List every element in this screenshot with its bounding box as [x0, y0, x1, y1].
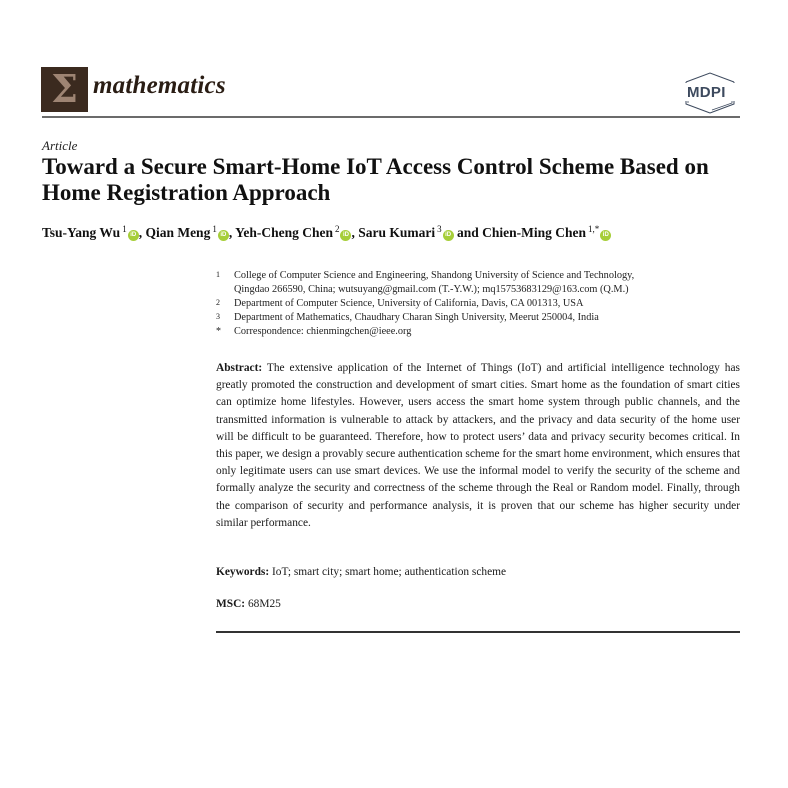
abstract [216, 360, 740, 532]
author-name: Chien-Ming Chen [482, 225, 587, 240]
affiliation-list [216, 269, 736, 339]
keywords [216, 566, 506, 578]
msc-classification [216, 598, 281, 610]
correspondence-item [216, 325, 736, 339]
publisher-logo [682, 72, 740, 114]
orcid-icon[interactable]: iD [340, 230, 351, 241]
journal-logo [41, 67, 88, 112]
affiliation-text: College of Computer Science and Engineering, Shandong University of Science and Technology, [234, 270, 635, 281]
affiliation-mark: 2 [216, 298, 220, 307]
publisher-name: MDPI [687, 84, 726, 101]
affiliation-item [216, 311, 736, 325]
header-divider [42, 116, 740, 118]
author [42, 225, 145, 240]
author-affiliation-mark: 1 [212, 224, 217, 234]
affiliation-item [216, 297, 736, 311]
affiliation-text: Qingdao 266590, China; wutsuyang@gmail.com (T.-Y.W.); mq15753683129@163.com (Q.M.) [234, 284, 629, 295]
orcid-icon[interactable]: iD [443, 230, 454, 241]
article-type: Article [42, 138, 78, 153]
author-affiliation-mark: 3 [437, 224, 442, 234]
affiliation-text: Department of Computer Science, University of California, Davis, CA 001313, USA [234, 298, 584, 309]
author-affiliation-mark: 1 [122, 224, 127, 234]
author [358, 225, 482, 240]
msc-label: MSC: [216, 598, 246, 610]
msc-text: 68M25 [247, 598, 281, 610]
journal-name: mathematics [93, 72, 226, 99]
author-name: Saru Kumari [358, 225, 436, 240]
affiliation-mark: 3 [216, 312, 220, 321]
author-name: Yeh-Cheng Chen [235, 225, 333, 240]
abstract-label: Abstract: [216, 362, 263, 374]
author [235, 225, 358, 240]
abstract-text: The extensive application of the Internet of Things (IoT) and artificial intelligence technology has greatly promoted the construction and development of smart cities. Smart home as the foundation of smart cities can optimize home lifestyles. However, users access the smart home system through public channels, and the transmitted information is vulnerable to attack by attackers, and the privacy and data security of the home user will be difficult to be guaranteed. Therefore, how to protect users’ data and privacy security becomes critical. In this paper, we design a provably secure authentication scheme for the smart home environment, which ensures that only legitimate users can use smart devices. We use the informal model to verify the security of the scheme and formally analyze the security and correctness of the scheme through the Real or Random model. Finally, through the comparison of security and performance analysis, it is proven that our scheme has higher security under similar performance. [216, 362, 740, 529]
affiliation-text: Department of Mathematics, Chaudhary Charan Singh University, Meerut 250004, India [234, 312, 599, 323]
author-affiliation-mark: 2 [334, 224, 340, 234]
author [145, 225, 235, 240]
author-name: Qian Meng [145, 225, 211, 240]
author-name: Tsu-Yang Wu [42, 225, 121, 240]
paper-title: Toward a Secure Smart-Home IoT Access Control Scheme Based on Home Registration Approach [42, 154, 709, 205]
author-separator: , [228, 225, 236, 240]
affiliation-item [216, 269, 736, 297]
author [482, 225, 611, 240]
orcid-icon[interactable]: iD [600, 230, 611, 241]
author-separator: and [453, 225, 483, 240]
section-divider [216, 631, 740, 633]
correspondence-text: Correspondence: chienmingchen@ieee.org [234, 326, 412, 337]
orcid-icon[interactable]: iD [128, 230, 139, 241]
affiliation-mark: 1 [216, 270, 220, 279]
author-affiliation-mark: 1,* [588, 224, 600, 234]
author-list [42, 224, 611, 241]
sigma-icon: Σ [51, 65, 78, 111]
keywords-text: IoT; smart city; smart home; authentication scheme [272, 566, 507, 578]
author-separator: , [138, 225, 146, 240]
orcid-icon[interactable]: iD [218, 230, 229, 241]
keywords-label: Keywords: [216, 566, 270, 578]
author-separator: , [351, 225, 359, 240]
affiliation-mark: * [216, 326, 221, 337]
